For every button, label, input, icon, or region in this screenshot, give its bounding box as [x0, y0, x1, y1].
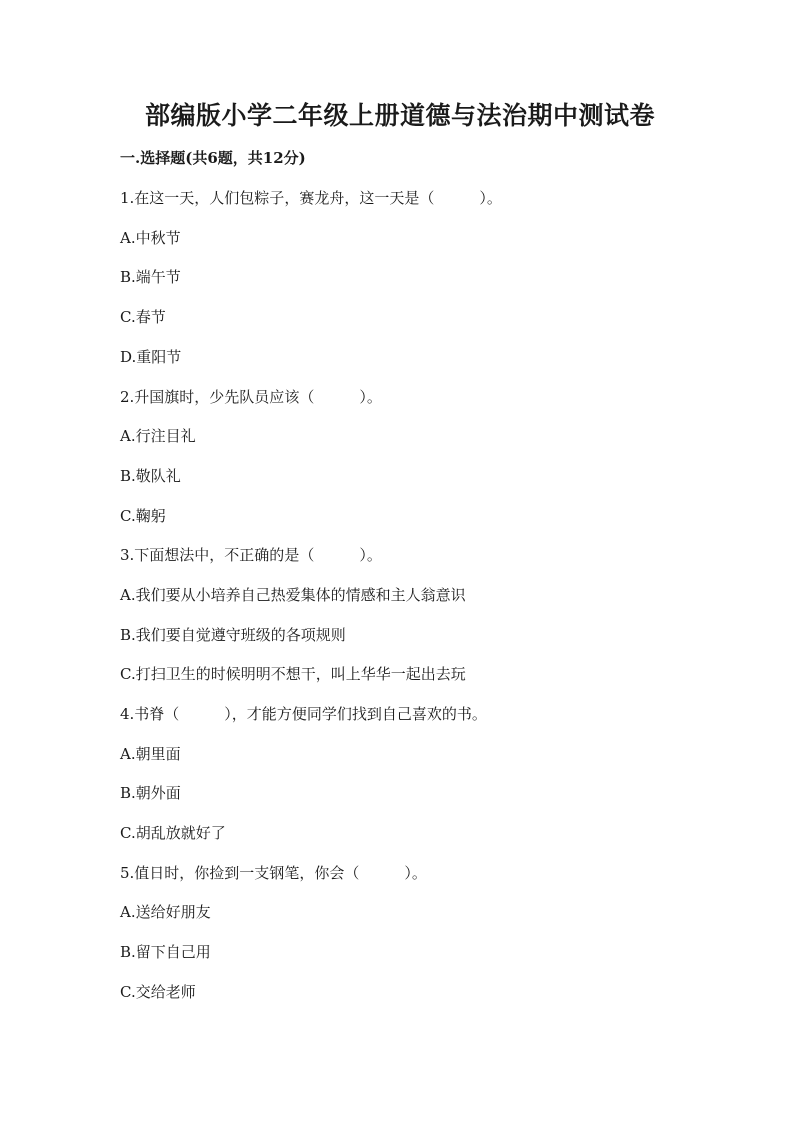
- question-3-option-a: A.我们要从小培养自己热爱集体的情感和主人翁意识: [120, 586, 466, 604]
- section-heading: 一.选择题(共6题，共12分): [120, 149, 306, 167]
- question-3-stem: 3.下面想法中，不正确的是（ ）。: [120, 546, 382, 564]
- question-4-option-c: C.胡乱放就好了: [120, 824, 226, 842]
- question-3-option-c: C.打扫卫生的时候明明不想干，叫上华华一起出去玩: [120, 665, 466, 683]
- question-1-option-a: A.中秋节: [120, 229, 181, 247]
- question-2-option-c: C.鞠躬: [120, 507, 166, 525]
- question-3-option-b: B.我们要自觉遵守班级的各项规则: [120, 626, 346, 644]
- question-2-option-a: A.行注目礼: [120, 427, 196, 445]
- question-4-option-a: A.朝里面: [120, 745, 181, 763]
- question-2-option-b: B.敬队礼: [120, 467, 181, 485]
- question-1-option-b: B.端午节: [120, 268, 181, 286]
- question-2-stem: 2.升国旗时，少先队员应该（ ）。: [120, 388, 382, 406]
- question-1-option-d: D.重阳节: [120, 348, 182, 366]
- question-4-option-b: B.朝外面: [120, 784, 181, 802]
- question-5-option-a: A.送给好朋友: [120, 903, 211, 921]
- question-4-stem: 4.书脊（ ），才能方便同学们找到自己喜欢的书。: [120, 705, 487, 723]
- question-5-option-b: B.留下自己用: [120, 943, 211, 961]
- question-1-option-c: C.春节: [120, 308, 166, 326]
- question-5-option-c: C.交给老师: [120, 983, 196, 1001]
- page-title: 部编版小学二年级上册道德与法治期中测试卷: [144, 101, 655, 130]
- question-5-stem: 5.值日时，你捡到一支钢笔，你会（ ）。: [120, 864, 427, 882]
- question-1-stem: 1.在这一天，人们包粽子，赛龙舟，这一天是（ ）。: [120, 189, 502, 207]
